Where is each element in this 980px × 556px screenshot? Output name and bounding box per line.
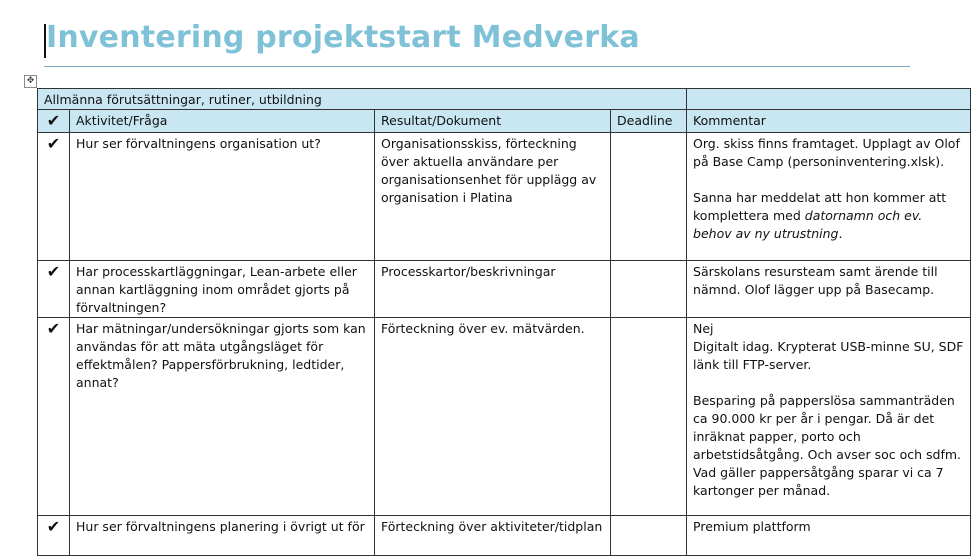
deadline-cell[interactable] [611, 261, 687, 318]
table-row [38, 516, 971, 556]
activity-cell[interactable]: Har processkartläggningar, Lean-arbete eller annan kartläggning inom området gjorts på förvaltningen? [70, 261, 375, 318]
result-column-header[interactable]: Resultat/Dokument [375, 110, 611, 133]
activity-cell[interactable]: Hur ser förvaltningens planering i övrigt ut för [70, 516, 375, 556]
comment-line: Besparing på papperslösa sammanträden ca 90.000 kr per år i pengar. Då är det inräknat papper, porto och arbetstidsåtgång. Och avser soc och sdfm. [693, 393, 962, 462]
comment-cell[interactable]: Premium plattform [687, 516, 971, 556]
result-cell[interactable]: Förteckning över aktiviteter/tidplan [375, 516, 611, 556]
comment-cell[interactable] [687, 133, 971, 261]
comment-paragraph [693, 189, 964, 243]
activity-cell[interactable]: Har mätningar/undersökningar gjorts som kan användas för att mäta utgångsläget för effektmålen? Pappersförbrukning, ledtider, annat? [70, 318, 375, 516]
comment-paragraph: Org. skiss finns framtaget. Upplagt av Olof på Base Camp (personinventering.xlsk). [693, 136, 960, 169]
checkmark-icon[interactable]: ✔ [38, 516, 70, 556]
comment-italic-text: datornamn och ev. behov av ny utrustning [693, 208, 923, 241]
comment-line: Vad gäller pappersåtgång sparar vi ca 7 kartonger per månad. [693, 465, 944, 498]
section-header[interactable]: Allmänna förutsättningar, rutiner, utbildning [38, 89, 687, 110]
comment-line: Digitalt idag. Krypterat USB-minne SU, SDF länk till FTP-server. [693, 339, 964, 372]
comment-cell[interactable] [687, 318, 971, 516]
result-cell[interactable]: Processkartor/beskrivningar [375, 261, 611, 318]
comment-column-header[interactable]: Kommentar [687, 110, 971, 133]
result-cell[interactable]: Organisationsskiss, förteckning över aktuella användare per organisationsenhet för upplägg av organisation i Platina [375, 133, 611, 261]
table-row [38, 133, 971, 261]
column-header-row [38, 110, 971, 133]
activity-cell[interactable]: Hur ser förvaltningens organisation ut? [70, 133, 375, 261]
table-move-handle-icon[interactable]: ✥ [24, 75, 37, 88]
section-header-row [38, 89, 971, 110]
comment-text: Sanna har meddelat att hon kommer att komplettera med [693, 190, 947, 223]
checkmark-icon[interactable]: ✔ [38, 261, 70, 318]
check-column-header-icon[interactable]: ✔ [38, 110, 70, 133]
comment-text: . [838, 226, 843, 241]
document-title[interactable]: Inventering projektstart Medverka [46, 20, 640, 55]
activity-column-header[interactable]: Aktivitet/Fråga [70, 110, 375, 133]
checkmark-icon[interactable]: ✔ [38, 318, 70, 516]
deadline-column-header[interactable]: Deadline [611, 110, 687, 133]
inventory-table [37, 88, 971, 556]
section-header-empty-cell[interactable] [687, 89, 971, 110]
table-row [38, 261, 971, 318]
deadline-cell[interactable] [611, 318, 687, 516]
checkmark-icon[interactable]: ✔ [38, 133, 70, 261]
table-row [38, 318, 971, 516]
result-cell[interactable]: Förteckning över ev. mätvärden. [375, 318, 611, 516]
comment-cell[interactable]: Särskolans resursteam samt ärende till nämnd. Olof lägger upp på Basecamp. [687, 261, 971, 318]
comment-line: Nej [693, 321, 714, 336]
deadline-cell[interactable] [611, 516, 687, 556]
deadline-cell[interactable] [611, 133, 687, 261]
title-divider [44, 66, 910, 67]
